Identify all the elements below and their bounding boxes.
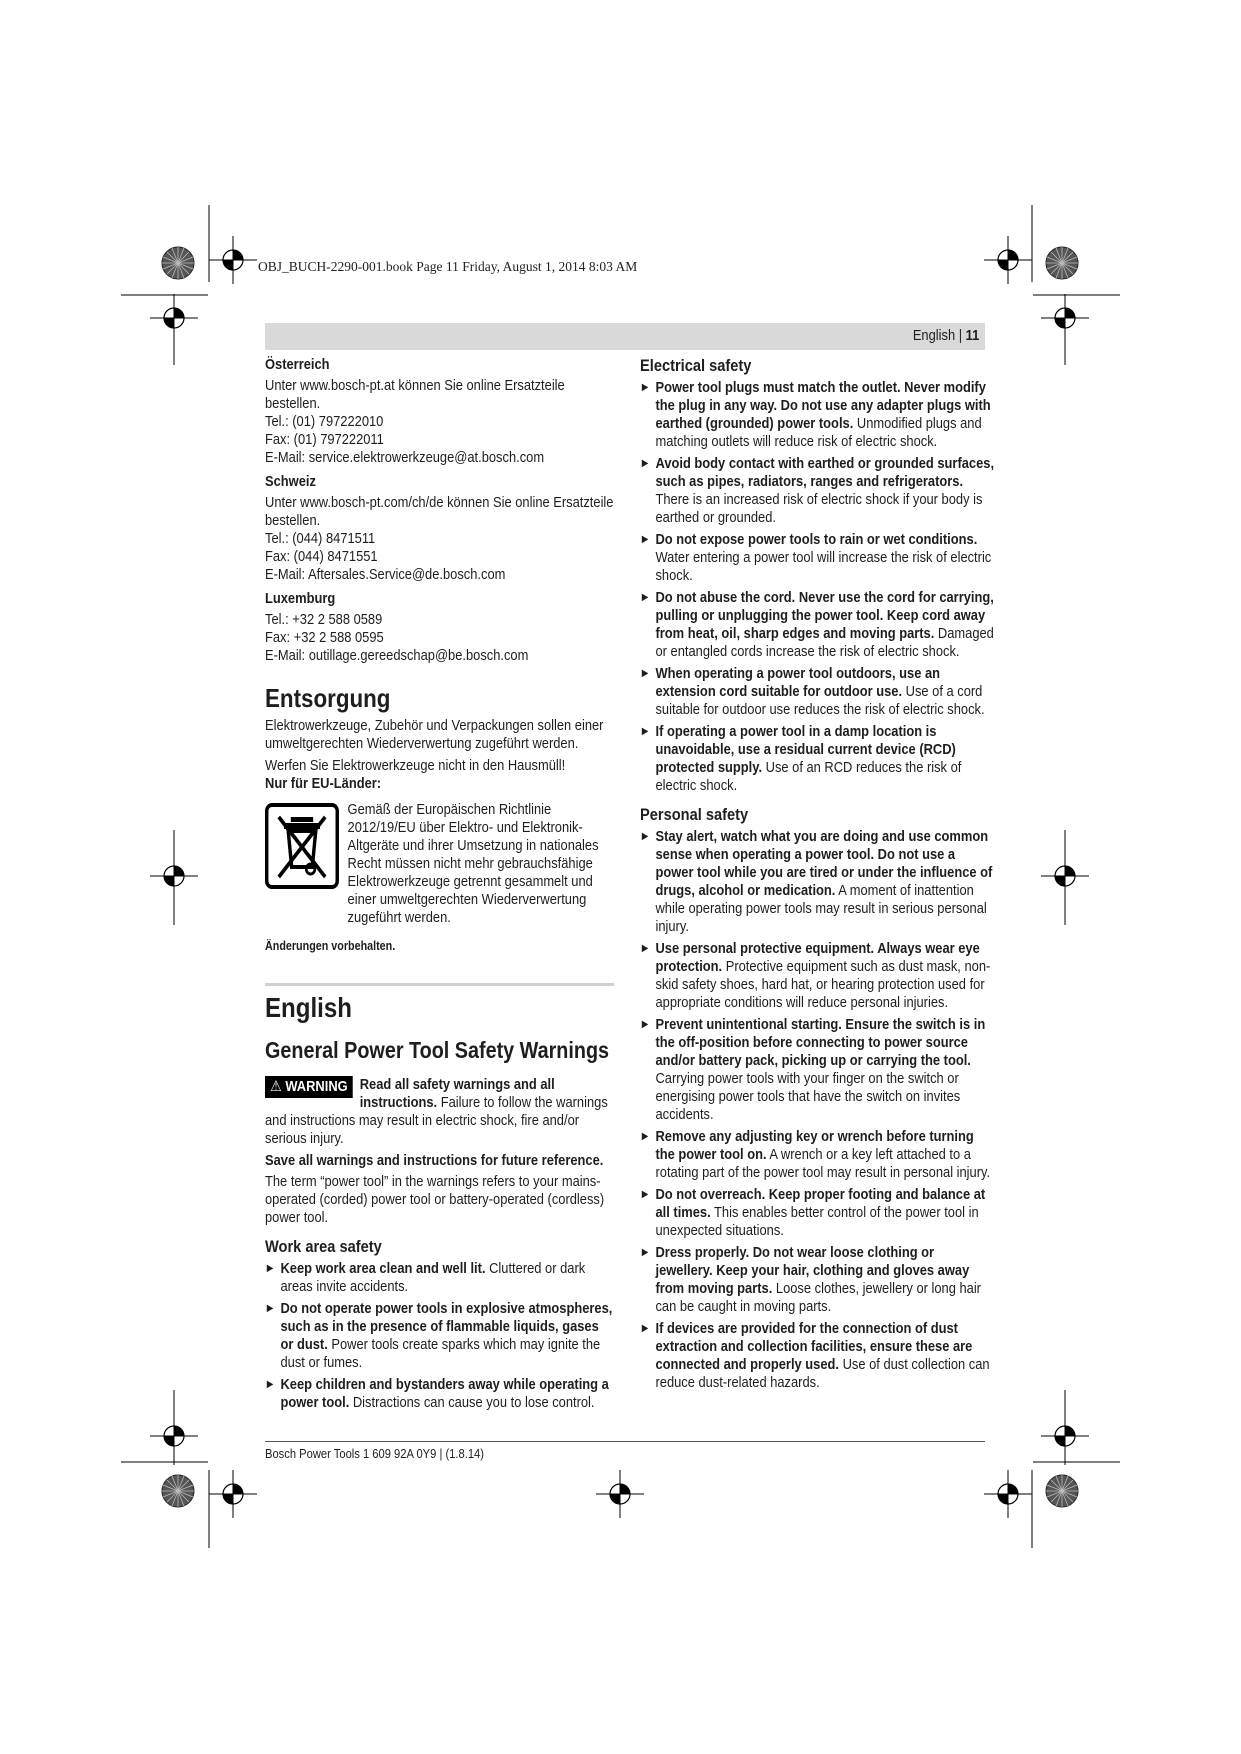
- page-number: 11: [965, 327, 979, 344]
- list-item: [640, 589, 994, 661]
- safety-warnings-heading: General Power Tool Safety Warnings: [265, 1037, 610, 1063]
- english-heading: English: [265, 992, 352, 1023]
- list-item: [640, 665, 994, 719]
- luxembourg-title: Luxemburg: [265, 590, 336, 607]
- crossed-out-bin-icon: [265, 803, 339, 889]
- austria-text: Unter www.bosch-pt.at können Sie online Ersatzteile bestellen.: [265, 377, 565, 412]
- item-bold: Power tool plugs must match the outlet. Never modify the plug in any way. Do not use any adapter plugs with earthed (grounded) power tools.: [655, 379, 991, 432]
- item-text: A wrench or a key left attached to a rotating part of the power tool may result in personal injury.: [655, 1146, 991, 1181]
- item-bold: Do not abuse the cord. Never use the cord for carrying, pulling or unplugging the power tool. Keep cord away from heat, oil, sharp edges and moving parts.: [655, 589, 994, 642]
- disposal-heading: Entsorgung: [265, 683, 391, 713]
- personal-list: [640, 828, 994, 1392]
- warning-triangle-icon: ⚠: [270, 1078, 282, 1095]
- play-arrow-icon: ▶: [641, 458, 649, 469]
- disposal-p2: Werfen Sie Elektrowerkzeuge nicht in den Hausmüll!: [265, 757, 566, 774]
- left-column: [265, 356, 615, 1416]
- item-bold: Keep work area clean and well lit.: [280, 1260, 486, 1277]
- item-text: There is an increased risk of electric shock if your body is earthed or grounded.: [655, 491, 983, 526]
- section-divider: [265, 983, 614, 986]
- list-item: [640, 1128, 994, 1182]
- electrical-list: [640, 379, 994, 795]
- luxembourg-fax: Fax: +32 2 588 0595: [265, 629, 384, 646]
- warning-badge-label: WARNING: [285, 1078, 348, 1095]
- play-arrow-icon: ▶: [641, 1247, 649, 1258]
- switzerland-email[interactable]: E-Mail: Aftersales.Service@de.bosch.com: [265, 566, 506, 583]
- play-arrow-icon: ▶: [641, 831, 649, 842]
- save-instructions: Save all warnings and instructions for future reference.: [265, 1152, 604, 1169]
- header-separator: |: [958, 327, 962, 344]
- play-arrow-icon: ▶: [641, 382, 649, 393]
- page-footer: Bosch Power Tools 1 609 92A 0Y9 | (1.8.14): [265, 1446, 484, 1461]
- play-arrow-icon: ▶: [641, 943, 649, 954]
- play-arrow-icon: ▶: [641, 668, 649, 679]
- work-area-heading: Work area safety: [265, 1237, 382, 1256]
- list-item: [640, 723, 994, 795]
- item-text: Use of an RCD reduces the risk of electric shock.: [655, 759, 962, 794]
- austria-email[interactable]: E-Mail: service.elektrowerkzeuge@at.bosch.com: [265, 449, 545, 466]
- luxembourg-contact: [265, 590, 614, 665]
- warning-text: Failure to follow the warnings and instructions may result in electric shock, fire and/or serious injury.: [265, 1094, 608, 1147]
- list-item: [640, 1186, 994, 1240]
- item-text: Carrying power tools with your finger on the switch or energising power tools that have the switch on invites accidents.: [655, 1070, 961, 1123]
- luxembourg-email[interactable]: E-Mail: outillage.gereedschap@be.bosch.com: [265, 647, 529, 664]
- item-text: Distractions can cause you to lose control.: [349, 1394, 595, 1411]
- item-text: Damaged or entangled cords increase the risk of electric shock.: [655, 625, 994, 660]
- header-language: English: [912, 327, 955, 344]
- print-header: OBJ_BUCH-2290-001.book Page 11 Friday, August 1, 2014 8:03 AM: [258, 259, 638, 274]
- play-arrow-icon: ▶: [266, 1379, 274, 1390]
- luxembourg-tel: Tel.: +32 2 588 0589: [265, 611, 383, 628]
- list-item: [640, 455, 994, 527]
- item-text: Use of dust collection can reduce dust-related hazards.: [655, 1356, 990, 1391]
- play-arrow-icon: ▶: [641, 1189, 649, 1200]
- footer-rule: [265, 1441, 985, 1442]
- play-arrow-icon: ▶: [641, 1131, 649, 1142]
- item-bold: Dress properly. Do not wear loose clothing or jewellery. Keep your hair, clothing and gloves away from moving parts.: [655, 1244, 970, 1297]
- page-header-band: [265, 323, 985, 350]
- item-bold: Stay alert, watch what you are doing and use common sense when operating a power tool. Do not use a power tool while you are tired or under the influence of drugs, alcohol or medication.: [655, 828, 993, 899]
- play-arrow-icon: ▶: [266, 1263, 274, 1274]
- list-item: [265, 1376, 614, 1412]
- item-text: Use of a cord suitable for outdoor use reduces the risk of electric shock.: [655, 683, 985, 718]
- item-text: Loose clothes, jewellery or long hair can be caught in moving parts.: [655, 1280, 981, 1315]
- play-arrow-icon: ▶: [641, 534, 649, 545]
- item-bold: Keep children and bystanders away while operating a power tool.: [280, 1376, 609, 1411]
- austria-tel: Tel.: (01) 797222010: [265, 413, 384, 430]
- item-bold: Avoid body contact with earthed or grounded surfaces, such as pipes, radiators, ranges and refrigerators.: [655, 455, 995, 490]
- item-bold: Prevent unintentional starting. Ensure the switch is in the off-position before connecting to power source and/or battery pack, picking up or carrying the tool.: [655, 1016, 986, 1069]
- list-item: [640, 379, 994, 451]
- list-item: [640, 940, 994, 1012]
- disposal-p1: Elektrowerkzeuge, Zubehör und Verpackungen sollen einer umweltgerechten Wiederverwertung zugeführt werden.: [265, 717, 604, 752]
- warning-badge: [265, 1076, 353, 1098]
- electrical-heading: Electrical safety: [640, 356, 752, 375]
- weee-notice: [265, 801, 614, 927]
- austria-title: Österreich: [265, 356, 330, 373]
- warning-block: [265, 1076, 614, 1148]
- item-bold: If operating a power tool in a damp location is unavoidable, use a residual current device (RCD) protected supply.: [655, 723, 956, 776]
- list-item: [640, 531, 994, 585]
- personal-heading: Personal safety: [640, 805, 749, 824]
- list-item: [640, 1244, 994, 1316]
- item-bold: Do not operate power tools in explosive atmospheres, such as in the presence of flammable liquids, gases or dust.: [280, 1300, 613, 1353]
- power-tool-term: The term “power tool” in the warnings refers to your mains-operated (corded) power tool or battery-operated (cordless) power tool.: [265, 1173, 605, 1226]
- item-bold: Remove any adjusting key or wrench before turning the power tool on.: [655, 1128, 974, 1163]
- austria-contact: [265, 356, 614, 467]
- play-arrow-icon: ▶: [641, 1019, 649, 1030]
- weee-text: Gemäß der Europäischen Richtlinie 2012/19/EU über Elektro- und Elektronik-Altgeräte und ihrer Umsetzung in nationales Recht müssen nicht mehr gebrauchsfähige Elektrowerkzeuge getrennt gesammelt und einer umweltgerechten Wiederverwertung zugeführt werden.: [347, 801, 599, 926]
- play-arrow-icon: ▶: [641, 1323, 649, 1334]
- warning-bold: Read all safety warnings and all instructions.: [359, 1076, 555, 1111]
- item-bold: Do not overreach. Keep proper footing and balance at all times.: [655, 1186, 986, 1221]
- austria-fax: Fax: (01) 797222011: [265, 431, 384, 448]
- switzerland-text: Unter www.bosch-pt.com/ch/de können Sie online Ersatzteile bestellen.: [265, 494, 614, 529]
- switzerland-tel: Tel.: (044) 8471511: [265, 530, 376, 547]
- item-text: Water entering a power tool will increase the risk of electric shock.: [655, 549, 992, 584]
- play-arrow-icon: ▶: [641, 592, 649, 603]
- switzerland-fax: Fax: (044) 8471551: [265, 548, 378, 565]
- changes-reserved: Änderungen vorbehalten.: [265, 939, 396, 953]
- list-item: [265, 1260, 614, 1296]
- item-text: This enables better control of the power tool in unexpected situations.: [655, 1204, 979, 1239]
- eu-only-label: Nur für EU-Länder:: [265, 775, 382, 792]
- item-bold: Do not expose power tools to rain or wet conditions.: [655, 531, 978, 548]
- list-item: [640, 828, 994, 936]
- item-text: Unmodified plugs and matching outlets will reduce risk of electric shock.: [655, 415, 982, 450]
- item-text: A moment of inattention while operating power tools may result in serious personal injury.: [655, 882, 987, 935]
- item-bold: If devices are provided for the connection of dust extraction and collection facilities, ensure these are connected and properly used.: [655, 1320, 973, 1373]
- play-arrow-icon: ▶: [641, 726, 649, 737]
- list-item: [640, 1320, 994, 1392]
- list-item: [265, 1300, 614, 1372]
- item-bold: Use personal protective equipment. Always wear eye protection.: [655, 940, 980, 975]
- switzerland-contact: [265, 473, 614, 584]
- item-text: Cluttered or dark areas invite accidents.: [280, 1260, 586, 1295]
- play-arrow-icon: ▶: [266, 1303, 274, 1314]
- work-area-list: [265, 1260, 614, 1412]
- right-column: [640, 356, 995, 1396]
- item-text: Power tools create sparks which may ignite the dust or fumes.: [280, 1336, 601, 1371]
- item-text: Protective equipment such as dust mask, non-skid safety shoes, hard hat, or hearing protection used for appropriate conditions will reduce personal injuries.: [655, 958, 991, 1011]
- list-item: [640, 1016, 994, 1124]
- item-bold: When operating a power tool outdoors, use an extension cord suitable for outdoor use.: [655, 665, 941, 700]
- page-header: [913, 327, 979, 344]
- switzerland-title: Schweiz: [265, 473, 316, 490]
